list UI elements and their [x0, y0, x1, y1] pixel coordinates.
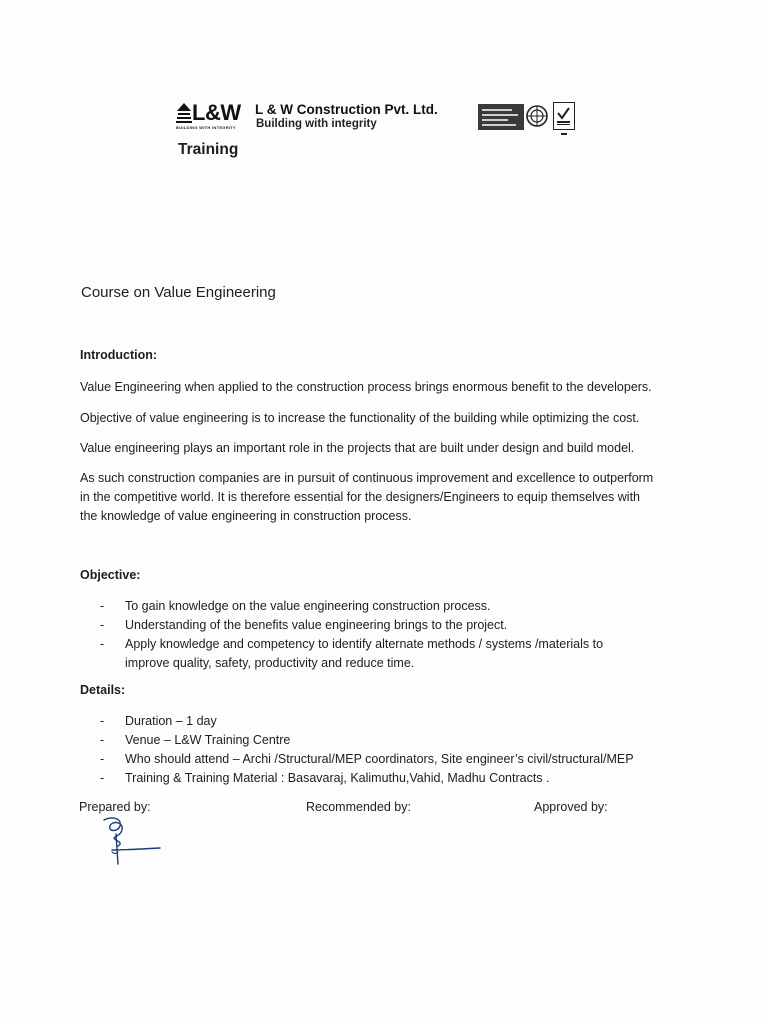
recommended-by-label: Recommended by:	[306, 800, 411, 814]
intro-paragraph-4	[80, 469, 680, 526]
bullet-dash: -	[100, 599, 105, 613]
objective-heading: Objective:	[80, 568, 141, 582]
intro-paragraph-line: Value Engineering when applied to the construction process brings enormous benefit to the developers.	[80, 380, 652, 394]
list-item	[100, 750, 680, 769]
bullet-dash: -	[100, 733, 105, 747]
company-logo	[176, 100, 254, 132]
list-item	[100, 597, 680, 616]
details-list	[100, 712, 680, 788]
handwritten-signature	[98, 814, 162, 868]
list-item-text: Venue – L&W Training Centre	[125, 733, 291, 747]
letterhead	[176, 100, 580, 136]
list-item	[100, 635, 680, 673]
company-name: L & W Construction Pvt. Ltd.	[255, 102, 438, 117]
prepared-by-label: Prepared by:	[79, 800, 151, 814]
intro-paragraph-line: in the competitive world. It is therefore essential for the designers/Engineers to equip themselves with	[80, 490, 641, 504]
certification-globe-icon	[526, 104, 548, 128]
course-title: Course on Value Engineering	[81, 284, 276, 301]
ukas-badge	[553, 102, 575, 130]
bullet-dash: -	[100, 618, 105, 632]
intro-paragraph-1	[80, 378, 680, 397]
company-slogan: Building with integrity	[256, 118, 377, 130]
intro-paragraph-line: Value engineering plays an important role in the projects that are built under design and build model.	[80, 441, 635, 455]
certification-seal	[478, 104, 524, 130]
bullet-dash: -	[100, 714, 105, 728]
list-item-text: Training & Training Material : Basavaraj, Kalimuthu,Vahid, Madhu Contracts .	[125, 771, 550, 785]
list-item	[100, 769, 680, 788]
badge-underline	[561, 133, 567, 135]
checkmark-icon	[554, 103, 573, 128]
list-item-text: Who should attend – Archi /Structural/MEP coordinators, Site engineer’s civil/structural/MEP	[125, 752, 634, 766]
logo-text: L&W	[192, 100, 241, 125]
intro-paragraph-line: As such construction companies are in pursuit of continuous improvement and excellence to outperform	[80, 471, 654, 485]
list-item-text: improve quality, safety, productivity and reduce time.	[125, 656, 415, 670]
logo-tagline: BUILDING WITH INTEGRITY	[176, 125, 237, 130]
details-heading: Details:	[80, 683, 126, 697]
list-item-text: Duration – 1 day	[125, 714, 217, 728]
list-item-text: Understanding of the benefits value engineering brings to the project.	[125, 618, 508, 632]
list-item-text: To gain knowledge on the value engineering construction process.	[125, 599, 491, 613]
intro-paragraph-3	[80, 439, 680, 458]
bullet-dash: -	[100, 752, 105, 766]
list-item	[100, 616, 680, 635]
training-label: Training	[178, 141, 239, 158]
list-item-text: Apply knowledge and competency to identify alternate methods / systems /materials to	[125, 637, 604, 651]
bullet-dash: -	[100, 637, 105, 651]
objective-list	[100, 597, 680, 673]
list-item	[100, 731, 680, 750]
intro-paragraph-2	[80, 409, 680, 428]
intro-paragraph-line: the knowledge of value engineering in construction process.	[80, 509, 412, 523]
list-item	[100, 712, 680, 731]
introduction-heading: Introduction:	[80, 348, 158, 362]
approved-by-label: Approved by:	[534, 800, 608, 814]
intro-paragraph-line: Objective of value engineering is to increase the functionality of the building while optimizing the cost.	[80, 411, 640, 425]
bullet-dash: -	[100, 771, 105, 785]
building-logo-icon	[176, 102, 192, 124]
